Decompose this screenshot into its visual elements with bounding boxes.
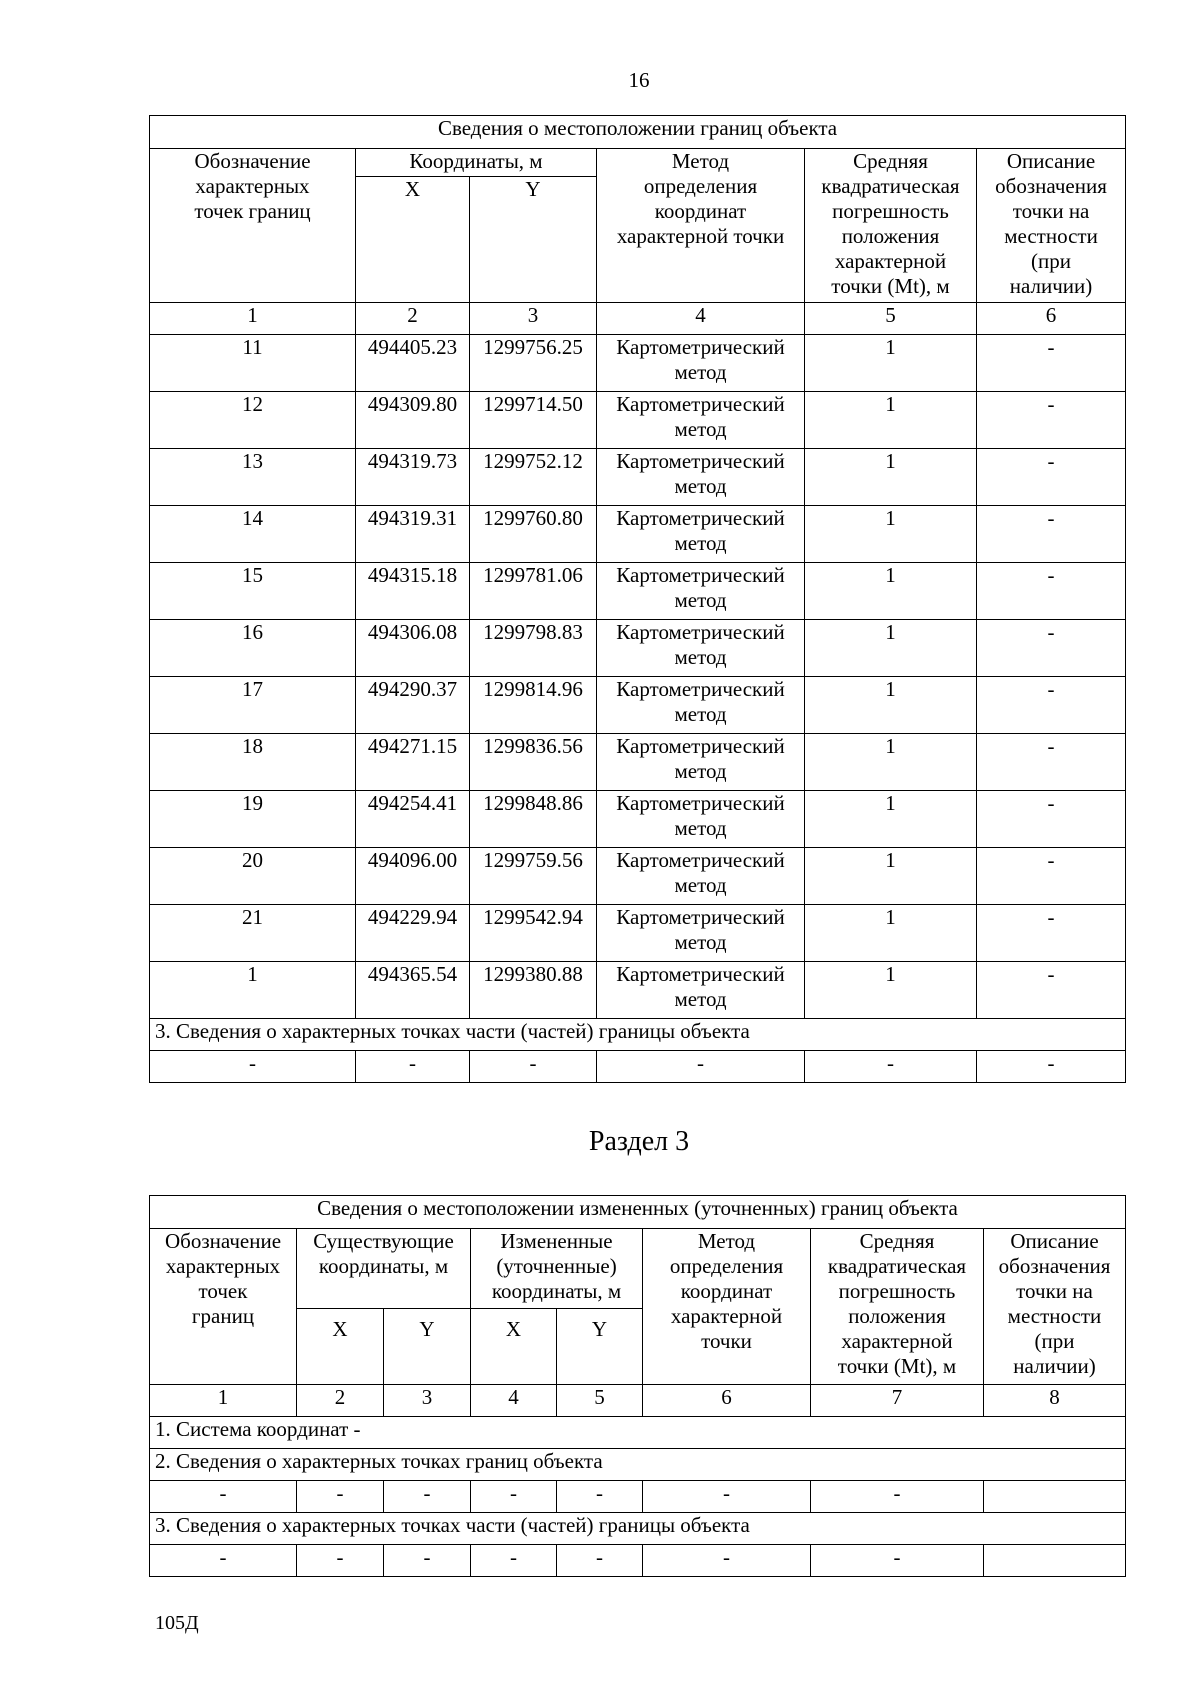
- cell-error: 1: [805, 335, 977, 392]
- cell-point: 1: [150, 962, 356, 1019]
- cell-method: Картометрический метод: [597, 962, 805, 1019]
- cell-method: Картометрический метод: [597, 905, 805, 962]
- cell-x: 494365.54: [356, 962, 470, 1019]
- cell-y: 1299380.88: [470, 962, 597, 1019]
- cell-point: 12: [150, 392, 356, 449]
- table-cell: -: [597, 1051, 805, 1083]
- cell-y: 1299759.56: [470, 848, 597, 905]
- cell-point: 19: [150, 791, 356, 848]
- column-number: 2: [356, 303, 470, 335]
- cell-y: 1299752.12: [470, 449, 597, 506]
- cell-y: 1299760.80: [470, 506, 597, 563]
- table-cell: -: [811, 1481, 984, 1513]
- cell-y: 1299781.06: [470, 563, 597, 620]
- table-row: [150, 677, 1126, 734]
- header-y: Y: [384, 1309, 471, 1385]
- cell-x: 494254.41: [356, 791, 470, 848]
- table-cell: -: [384, 1481, 471, 1513]
- table-cell: -: [150, 1051, 356, 1083]
- cell-error: 1: [805, 449, 977, 506]
- cell-point: 14: [150, 506, 356, 563]
- cell-point: 13: [150, 449, 356, 506]
- cell-error: 1: [805, 677, 977, 734]
- table-cell: -: [471, 1545, 557, 1577]
- cell-y: 1299836.56: [470, 734, 597, 791]
- cell-desc: -: [977, 962, 1126, 1019]
- section-label: 3. Сведения о характерных точках части (частей) границы объекта: [150, 1513, 1126, 1545]
- cell-y: 1299798.83: [470, 620, 597, 677]
- cell-method: Картометрический метод: [597, 506, 805, 563]
- header-method: Метод определения координат характерной точки: [597, 149, 805, 303]
- cell-method: Картометрический метод: [597, 848, 805, 905]
- column-number: 3: [384, 1385, 471, 1417]
- cell-point: 21: [150, 905, 356, 962]
- cell-error: 1: [805, 734, 977, 791]
- cell-method: Картометрический метод: [597, 449, 805, 506]
- cell-y: 1299542.94: [470, 905, 597, 962]
- header-method: Метод определения координат характерной точки: [643, 1229, 811, 1385]
- cell-error: 1: [805, 392, 977, 449]
- cell-desc: -: [977, 791, 1126, 848]
- header-x: X: [471, 1309, 557, 1385]
- cell-method: Картометрический метод: [597, 335, 805, 392]
- header-x: X: [297, 1309, 384, 1385]
- header-point: Обозначение характерных точек границ: [150, 149, 356, 303]
- column-number: 1: [150, 1385, 297, 1417]
- cell-error: 1: [805, 563, 977, 620]
- table-cell: -: [805, 1051, 977, 1083]
- cell-x: 494405.23: [356, 335, 470, 392]
- cell-desc: -: [977, 620, 1126, 677]
- cell-desc: -: [977, 335, 1126, 392]
- page-number: 16: [628, 68, 650, 92]
- table-cell: -: [643, 1481, 811, 1513]
- cell-x: 494290.37: [356, 677, 470, 734]
- header-x: X: [356, 177, 470, 303]
- header-existing-coordinates: Существующие координаты, м: [297, 1229, 471, 1309]
- header-changed-coordinates: Измененные (уточненные) координаты, м: [471, 1229, 643, 1309]
- table-row: [150, 734, 1126, 791]
- table-cell: -: [471, 1481, 557, 1513]
- cell-point: 11: [150, 335, 356, 392]
- column-number: 2: [297, 1385, 384, 1417]
- cell-x: 494229.94: [356, 905, 470, 962]
- table-cell: -: [557, 1545, 643, 1577]
- header-error: Средняя квадратическая погрешность положения характерной точки (Mt), м: [811, 1229, 984, 1385]
- table-cell: [984, 1481, 1126, 1513]
- cell-desc: -: [977, 449, 1126, 506]
- table-cell: -: [470, 1051, 597, 1083]
- cell-point: 15: [150, 563, 356, 620]
- cell-error: 1: [805, 506, 977, 563]
- section-label: 2. Сведения о характерных точках границ объекта: [150, 1449, 1126, 1481]
- table-row: [150, 791, 1126, 848]
- cell-method: Картометрический метод: [597, 392, 805, 449]
- header-error: Средняя квадратическая погрешность положения характерной точки (Mt), м: [805, 149, 977, 303]
- cell-x: 494096.00: [356, 848, 470, 905]
- cell-point: 17: [150, 677, 356, 734]
- table-cell: -: [811, 1545, 984, 1577]
- cell-method: Картометрический метод: [597, 734, 805, 791]
- table-cell: -: [557, 1481, 643, 1513]
- cell-desc: -: [977, 905, 1126, 962]
- cell-desc: -: [977, 563, 1126, 620]
- column-number: 7: [811, 1385, 984, 1417]
- section-title: Раздел 3: [588, 1126, 690, 1157]
- cell-method: Картометрический метод: [597, 791, 805, 848]
- table-row: [150, 506, 1126, 563]
- table-row: [150, 392, 1126, 449]
- cell-desc: -: [977, 392, 1126, 449]
- changed-boundaries-table: [149, 1195, 1126, 1577]
- column-number: 1: [150, 303, 356, 335]
- cell-method: Картометрический метод: [597, 563, 805, 620]
- table-row: [150, 620, 1126, 677]
- boundary-points-table: [149, 115, 1126, 1083]
- table-row: [150, 335, 1126, 392]
- cell-x: 494315.18: [356, 563, 470, 620]
- table-cell: -: [297, 1481, 384, 1513]
- header-point: Обозначение характерных точек границ: [150, 1229, 297, 1385]
- cell-desc: -: [977, 848, 1126, 905]
- table-row: [150, 563, 1126, 620]
- column-number: 6: [643, 1385, 811, 1417]
- column-number: 5: [805, 303, 977, 335]
- cell-x: 494319.73: [356, 449, 470, 506]
- cell-error: 1: [805, 905, 977, 962]
- table-row: [150, 449, 1126, 506]
- table-title: Сведения о местоположении измененных (уточненных) границ объекта: [150, 1196, 1126, 1229]
- table-row: [150, 848, 1126, 905]
- header-description: Описание обозначения точки на местности (при наличии): [977, 149, 1126, 303]
- cell-error: 1: [805, 620, 977, 677]
- table-cell: -: [977, 1051, 1126, 1083]
- cell-y: 1299756.25: [470, 335, 597, 392]
- cell-error: 1: [805, 791, 977, 848]
- table-cell: -: [150, 1545, 297, 1577]
- cell-method: Картометрический метод: [597, 620, 805, 677]
- cell-x: 494306.08: [356, 620, 470, 677]
- cell-method: Картометрический метод: [597, 677, 805, 734]
- cell-x: 494271.15: [356, 734, 470, 791]
- column-number: 4: [597, 303, 805, 335]
- cell-error: 1: [805, 848, 977, 905]
- table-row: [150, 905, 1126, 962]
- cell-point: 16: [150, 620, 356, 677]
- cell-point: 20: [150, 848, 356, 905]
- table-title: Сведения о местоположении границ объекта: [150, 116, 1126, 149]
- header-description: Описание обозначения точки на местности (при наличии): [984, 1229, 1126, 1385]
- table-cell: -: [384, 1545, 471, 1577]
- table-cell: -: [643, 1545, 811, 1577]
- cell-desc: -: [977, 506, 1126, 563]
- coordinate-system-label: 1. Система координат -: [150, 1417, 1126, 1449]
- section-label: 3. Сведения о характерных точках части (частей) границы объекта: [150, 1019, 1126, 1051]
- cell-point: 18: [150, 734, 356, 791]
- column-number: 3: [470, 303, 597, 335]
- table-row: [150, 962, 1126, 1019]
- footer-code: 105Д: [155, 1612, 199, 1634]
- cell-error: 1: [805, 962, 977, 1019]
- table-cell: -: [150, 1481, 297, 1513]
- cell-y: 1299714.50: [470, 392, 597, 449]
- cell-x: 494309.80: [356, 392, 470, 449]
- cell-desc: -: [977, 734, 1126, 791]
- table-cell: [984, 1545, 1126, 1577]
- header-coordinates: Координаты, м: [356, 149, 597, 177]
- header-y: Y: [557, 1309, 643, 1385]
- column-number: 8: [984, 1385, 1126, 1417]
- cell-desc: -: [977, 677, 1126, 734]
- table-cell: -: [297, 1545, 384, 1577]
- cell-x: 494319.31: [356, 506, 470, 563]
- header-y: Y: [470, 177, 597, 303]
- column-number: 5: [557, 1385, 643, 1417]
- column-number: 6: [977, 303, 1126, 335]
- cell-y: 1299848.86: [470, 791, 597, 848]
- cell-y: 1299814.96: [470, 677, 597, 734]
- column-number: 4: [471, 1385, 557, 1417]
- table-cell: -: [356, 1051, 470, 1083]
